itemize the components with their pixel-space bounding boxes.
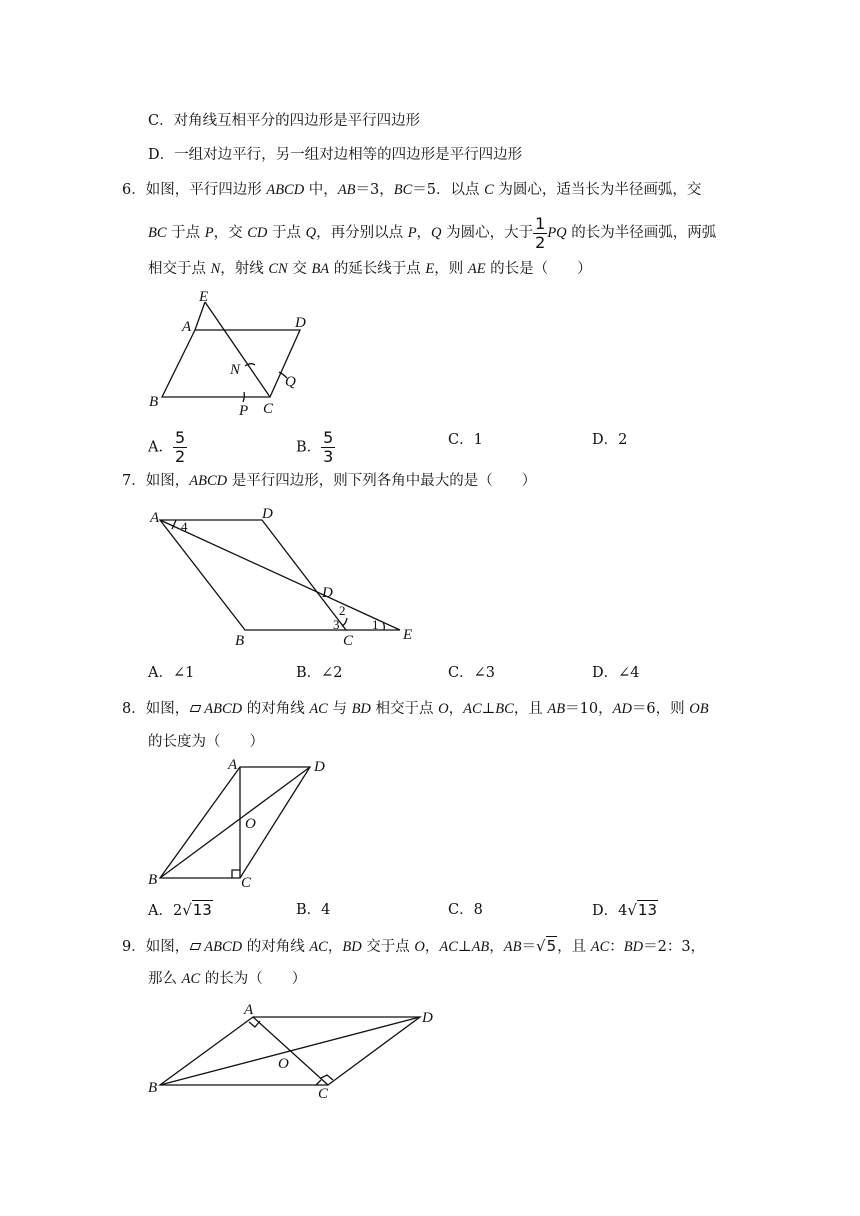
q7-text: 7．如图，ABCD 是平行四边形，则下列各角中最大的是（ ） xyxy=(122,473,537,489)
q8-label-d: D xyxy=(314,759,325,775)
fraction-half: $\frac{1}{2}$ xyxy=(535,213,546,252)
q6-ray-cn xyxy=(205,302,270,397)
q7-option-b: B．∠2 xyxy=(296,665,343,681)
q9-text-line2: 那么 AC 的长为（ ） xyxy=(148,971,307,987)
q6-label-e: E xyxy=(199,289,209,305)
q7-label-e: E xyxy=(403,627,413,643)
q5-option-d: D．一组对边平行，另一组对边相等的四边形是平行四边形 xyxy=(148,147,523,163)
q7-line-ae xyxy=(160,520,400,630)
q6-option-a: A． $\frac{5}{2}$ xyxy=(148,428,186,466)
q7-label-a: A xyxy=(150,510,160,526)
q6-label-a: A xyxy=(182,319,192,335)
q7-option-c: C．∠3 xyxy=(448,665,495,681)
q8-label-b: B xyxy=(148,872,158,888)
q6-label-q: Q xyxy=(285,374,296,390)
q8-diagonal-bd xyxy=(160,767,310,878)
q6-label-b: B xyxy=(149,394,159,410)
q8-figure xyxy=(160,767,310,878)
q8-option-a: A．2√13 xyxy=(148,901,212,919)
q7-parallelogram xyxy=(160,520,346,630)
q6-label-p: P xyxy=(239,403,249,419)
q9-label-o: O xyxy=(278,1056,289,1072)
q9-label-b: B xyxy=(148,1080,158,1096)
q9-figure xyxy=(160,1017,420,1085)
q8-option-b: B．4 xyxy=(296,902,331,918)
q6-ray-ba-extension xyxy=(195,302,205,330)
parallelogram-symbol xyxy=(190,705,202,712)
q6-option-b: B． $\frac{5}{3}$ xyxy=(296,428,334,466)
q9-right-angle-c1 xyxy=(316,1080,321,1085)
q7-option-d: D．∠4 xyxy=(592,665,640,681)
q7-label-c: C xyxy=(343,633,354,649)
q8-option-c: C．8 xyxy=(448,902,483,918)
q6-figure xyxy=(162,302,300,402)
q6-text-line1: 6．如图，平行四边形 ABCD 中，AB＝3，BC＝5．以点 C 为圆心，适当长为半径画弧，交 xyxy=(122,182,702,198)
q8-text-line1: 8．如图， ABCD 的对角线 AC 与 BD 相交于点 O，AC⊥BC，且 AB＝10，AD＝6，则 OB xyxy=(122,701,709,717)
q6-text-line3: 相交于点 N，射线 CN 交 BA 的延长线于点 E，则 AE 的长是（ ） xyxy=(148,261,592,277)
q6-label-n: N xyxy=(230,362,241,378)
q6-option-c: C．1 xyxy=(448,432,483,448)
q7-label-d-intersection: D xyxy=(322,585,333,601)
q6-text-line2: BC 于点 P，交 CD 于点 Q，再分别以点 P，Q 为圆心，大于 $\frac{1}{2}$ PQ 的长为半径画弧，两弧 xyxy=(148,213,717,252)
q8-label-c: C xyxy=(241,875,252,891)
q9-label-d: D xyxy=(422,1010,433,1026)
q5-option-c: C．对角线互相平分的四边形是平行四边形 xyxy=(148,113,421,129)
q6-arc-n xyxy=(245,364,255,366)
q6-option-d: D．2 xyxy=(592,432,628,448)
q7-option-a: A．∠1 xyxy=(148,665,195,681)
q7-angle-2: 2 xyxy=(339,603,346,618)
q9-diagonal-bd xyxy=(160,1017,420,1085)
q8-label-a: A xyxy=(228,757,238,773)
q7-angle-1: 1 xyxy=(372,617,379,632)
q7-figure xyxy=(160,520,400,630)
q7-angle-3: 3 xyxy=(333,617,340,632)
q6-label-c: C xyxy=(263,401,274,417)
q9-label-c: C xyxy=(318,1086,329,1102)
parallelogram-symbol xyxy=(190,943,202,950)
q8-label-o: O xyxy=(245,816,256,832)
q9-label-a: A xyxy=(244,1002,254,1018)
q8-text-line2: 的长度为（ ） xyxy=(148,734,264,750)
q7-angle1-arc xyxy=(383,622,384,630)
q9-text-line1: 9．如图， ABCD 的对角线 AC，BD 交于点 O，AC⊥AB，AB＝√5，且 AC：BD＝2：3， xyxy=(122,937,706,955)
q7-label-d-top: D xyxy=(262,506,273,522)
q7-label-b: B xyxy=(235,633,245,649)
q8-option-d: D．4√13 xyxy=(592,901,658,919)
q8-right-angle-mark xyxy=(232,870,240,878)
q9-right-angle-c2 xyxy=(321,1075,333,1080)
q6-label-d: D xyxy=(295,315,306,331)
q7-angle3-arc xyxy=(342,618,347,626)
q7-angle-4: 4 xyxy=(181,519,188,534)
